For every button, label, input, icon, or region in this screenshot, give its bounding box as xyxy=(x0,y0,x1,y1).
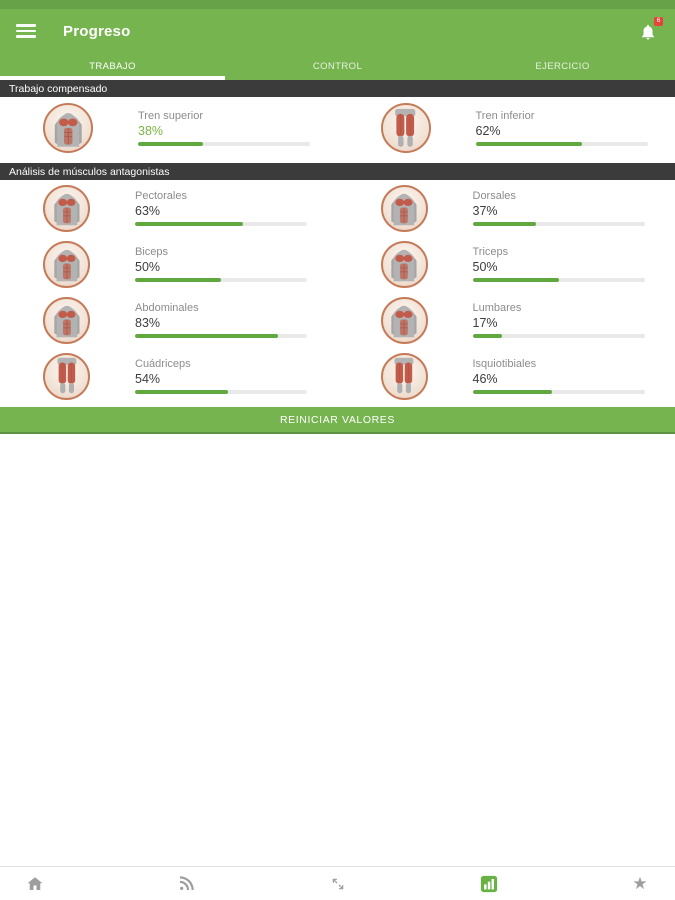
muscle-name: Biceps xyxy=(135,246,169,258)
resize-arrows-icon xyxy=(329,875,347,893)
progress-track xyxy=(473,278,645,282)
biceps-icon xyxy=(43,241,90,288)
progress-track xyxy=(135,334,307,338)
progress-track xyxy=(135,222,307,226)
muscle-item-biceps xyxy=(0,236,338,292)
muscle-item-isquiotibiales xyxy=(338,348,675,404)
muscle-item-lumbares xyxy=(338,292,675,348)
abdominales-icon xyxy=(43,297,90,344)
muscle-item-cuadriceps xyxy=(0,348,338,404)
progress-track xyxy=(135,390,307,394)
cuadriceps-icon xyxy=(43,353,90,400)
muscle-percent: 38% xyxy=(138,124,164,138)
muscle-name: Lumbares xyxy=(472,302,522,314)
muscle-name: Isquiotibiales xyxy=(472,358,537,370)
muscle-name: Abdominales xyxy=(135,302,199,314)
reset-values-button[interactable]: REINICIAR VALORES xyxy=(0,407,675,434)
muscle-item-triceps xyxy=(338,236,675,292)
progress-fill xyxy=(473,222,537,226)
progress-fill xyxy=(473,334,502,338)
muscle-percent: 62% xyxy=(475,124,501,138)
pectorales-icon xyxy=(43,185,90,232)
tren-inferior-icon xyxy=(381,103,431,153)
tab-trabajo[interactable]: TRABAJO xyxy=(0,53,225,80)
progress-track xyxy=(473,390,645,394)
progress-fill xyxy=(135,390,228,394)
nav-home-button[interactable] xyxy=(24,873,46,895)
lumbares-icon xyxy=(381,297,428,344)
progress-fill xyxy=(473,278,559,282)
progress-fill xyxy=(473,390,552,394)
muscle-percent: 17% xyxy=(472,316,498,330)
section-header-antagonistas: Análisis de músculos antagonistas xyxy=(0,163,675,180)
muscle-percent: 83% xyxy=(135,316,161,330)
nav-favorites-button[interactable] xyxy=(629,873,651,895)
hamburger-menu-icon[interactable] xyxy=(16,24,36,37)
muscle-name: Tren inferior xyxy=(475,110,535,122)
progress-track xyxy=(473,222,645,226)
app-bar xyxy=(0,9,675,53)
dorsales-icon xyxy=(381,185,428,232)
muscle-item-abdominales xyxy=(0,292,338,348)
progress-fill xyxy=(135,334,278,338)
section-header-trabajo-compensado: Trabajo compensado xyxy=(0,80,675,97)
muscle-percent: 50% xyxy=(135,260,161,274)
muscle-name: Cuádriceps xyxy=(135,358,191,370)
muscle-percent: 50% xyxy=(472,260,498,274)
tab-control[interactable]: CONTROL xyxy=(312,61,363,72)
notification-badge: 6 xyxy=(654,17,663,26)
progress-fill xyxy=(138,142,203,146)
muscle-percent: 46% xyxy=(472,372,498,386)
nav-progress-button-active[interactable] xyxy=(478,873,500,895)
progress-fill xyxy=(135,222,243,226)
progress-track xyxy=(138,142,310,146)
content-empty-space xyxy=(0,434,675,866)
muscle-percent: 63% xyxy=(135,204,161,218)
muscle-name: Pectorales xyxy=(135,190,187,202)
muscle-name: Triceps xyxy=(472,246,509,258)
muscle-item-dorsales xyxy=(338,180,675,236)
muscle-item-tren-inferior xyxy=(338,97,675,159)
muscle-percent: 37% xyxy=(472,204,498,218)
isquiotibiales-icon xyxy=(381,353,428,400)
page-title: Progreso xyxy=(63,22,131,40)
progress-fill xyxy=(135,278,221,282)
compensated-work-grid xyxy=(0,97,675,159)
home-icon xyxy=(26,875,44,893)
status-bar xyxy=(0,0,675,9)
triceps-icon xyxy=(381,241,428,288)
progress-track xyxy=(135,278,307,282)
bottom-navigation-bar xyxy=(0,866,675,900)
stats-icon xyxy=(480,875,498,893)
progress-track xyxy=(473,334,645,338)
muscle-percent: 54% xyxy=(135,372,161,386)
progress-fill xyxy=(476,142,583,146)
muscle-name: Tren superior xyxy=(138,110,204,122)
star-icon: ★ xyxy=(632,874,648,893)
nav-feed-button[interactable] xyxy=(175,873,197,895)
muscle-item-tren-superior xyxy=(0,97,338,159)
feed-icon xyxy=(177,875,195,893)
antagonist-muscles-grid xyxy=(0,180,675,404)
tab-bar xyxy=(0,53,675,80)
muscle-name: Dorsales xyxy=(472,190,516,202)
tab-ejercicio[interactable]: EJERCICIO xyxy=(535,61,590,72)
notifications-button[interactable] xyxy=(639,17,661,41)
tren-superior-icon xyxy=(43,103,93,153)
progress-track xyxy=(476,142,648,146)
muscle-item-pectorales xyxy=(0,180,338,236)
nav-measures-button[interactable] xyxy=(327,873,349,895)
